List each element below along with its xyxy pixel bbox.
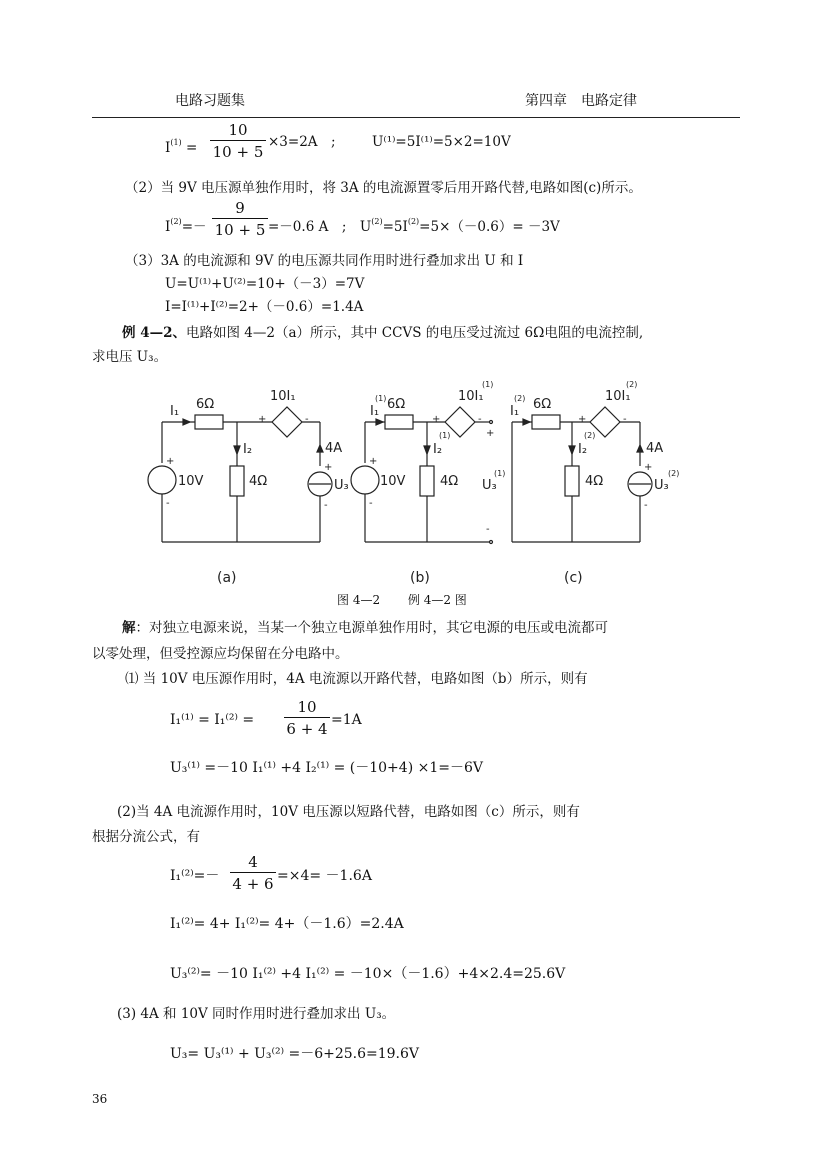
a-ccvs: 10I₁ — [270, 389, 296, 404]
step-2a: (2)当 4A 电流源作用时，10V 电压源以短路代替，电路如图（c）所示，则有 — [117, 804, 580, 820]
svg-text:-: - — [478, 414, 482, 425]
svg-text:+: + — [486, 428, 495, 439]
c-i1: I₁ — [510, 404, 520, 419]
eq-i1-after: ×3=2A ; — [268, 134, 336, 150]
solution-line1: 解：对独立电源来说，当某一个独立电源单独作用时，其它电源的电压或电流都可 — [122, 620, 608, 636]
b-i2: I₂ — [433, 442, 443, 457]
header-right: 第四章 电路定律 — [525, 93, 637, 109]
eq-i2-after: =－0.6 A ; $U^{(2)}=5I^{(2)}=5\times(-0.6)= -3V$ — [268, 217, 560, 235]
a-caption: (a) — [217, 570, 237, 586]
svg-text:+: + — [258, 414, 267, 425]
c-ccvs: 10I₁ — [605, 389, 631, 404]
eq-u1: U⁽¹⁾=5I⁽¹⁾=5×2=10V — [372, 134, 511, 150]
svg-text:-: - — [324, 500, 328, 511]
a-i2: I₂ — [243, 442, 253, 457]
c-ccvs-sup: (2) — [626, 380, 638, 389]
circuit-b — [351, 407, 493, 544]
step-3: (3) 4A 和 10V 同时作用时进行叠加求出 U₃。 — [117, 1006, 396, 1022]
c-r2: 4Ω — [585, 474, 604, 489]
eq2: U₃⁽¹⁾ =－10 I₁⁽¹⁾ +4 I₂⁽¹⁾ = (－10+4) ×1=－6V — [170, 760, 483, 776]
b-i1: I₁ — [370, 404, 380, 419]
svg-text:-: - — [486, 524, 490, 535]
header-rule — [92, 117, 740, 118]
circuit-figure — [0, 370, 825, 610]
c-r1: 6Ω — [533, 397, 552, 412]
svg-text:+: + — [644, 462, 653, 473]
c-i2: I₂ — [578, 442, 588, 457]
page-number: 36 — [92, 1092, 108, 1106]
svg-text:+: + — [369, 456, 378, 467]
eq-i2-lhs: $I^{(2)}=-$ — [165, 217, 207, 235]
step-1: ⑴ 当 10V 电压源作用时，4A 电流源以开路代替，电路如图（b）所示，则有 — [125, 671, 588, 687]
paragraph-3-line2: I=I⁽¹⁾+I⁽²⁾=2+（－0.6）=1.4A — [165, 299, 364, 315]
eq6: U₃= U₃⁽¹⁾ + U₃⁽²⁾ =－6+25.6=19.6V — [170, 1046, 420, 1062]
eq5: U₃⁽²⁾= －10 I₁⁽²⁾ +4 I₁⁽²⁾ = －10×（－1.6）+4×2.4=25.6V — [170, 966, 566, 982]
circuit-c — [512, 407, 652, 542]
eq-i1-lhs: $I^{(1)}$ = — [165, 138, 198, 156]
eq1-fraction: 10 6 + 4 — [284, 698, 330, 738]
svg-text:+: + — [166, 456, 175, 467]
eq3-after: =×4= －1.6A — [277, 868, 372, 884]
example-heading: 例 4—2、电路如图 4—2（a）所示，其中 CCVS 的电压受过流过 6Ω电阻的电流控制, — [122, 325, 644, 341]
a-u: U₃ — [334, 478, 349, 493]
c-caption: (c) — [564, 570, 583, 586]
svg-text:+: + — [432, 414, 441, 425]
c-i1-sup: (2) — [514, 394, 526, 403]
c-u-sup: (2) — [668, 469, 680, 478]
solution-label: 解 — [122, 620, 136, 636]
step-2b: 根据分流公式，有 — [92, 829, 200, 845]
b-ccvs: 10I₁ — [458, 389, 484, 404]
b-caption: (b) — [410, 570, 430, 586]
b-ccvs-sup: (1) — [482, 380, 494, 389]
a-i1: I₁ — [170, 404, 180, 419]
circuit-a — [148, 407, 332, 542]
svg-text:-: - — [305, 414, 309, 425]
b-r1: 6Ω — [387, 397, 406, 412]
svg-text:+: + — [578, 414, 587, 425]
b-i2-sup: (1) — [439, 431, 451, 440]
eq-i2-fraction: 9 10 + 5 — [212, 199, 268, 239]
eq1-after: =1A — [331, 712, 362, 728]
paragraph-3-line1: U=U⁽¹⁾+U⁽²⁾=10+（－3）=7V — [165, 276, 365, 292]
eq1-lhs: I₁⁽¹⁾ = I₁⁽²⁾ = — [170, 712, 255, 728]
a-vs: 10V — [178, 474, 204, 489]
svg-text:-: - — [369, 498, 373, 509]
svg-text:-: - — [623, 414, 627, 425]
svg-text:-: - — [166, 498, 170, 509]
paragraph-3: （3）3A 的电流源和 9V 的电压源共同作用时进行叠加求出 U 和 I — [125, 253, 524, 269]
header-left: 电路习题集 — [175, 93, 245, 109]
b-u-sup: (1) — [494, 469, 506, 478]
example-label: 例 4—2、 — [122, 325, 186, 341]
b-u: U₃ — [482, 478, 497, 493]
b-i1-sup: (1) — [375, 394, 387, 403]
b-vs: 10V — [380, 474, 406, 489]
paragraph-2: （2）当 9V 电压源单独作用时，将 3A 的电流源置零后用开路代替,电路如图(c)所示。 — [125, 180, 642, 196]
eq3-lhs: I₁⁽²⁾=－ — [170, 868, 220, 884]
eq3-fraction: 4 4 + 6 — [230, 853, 276, 893]
b-r2: 4Ω — [440, 474, 459, 489]
c-u: U₃ — [654, 478, 669, 493]
eq4: I₁⁽²⁾= 4+ I₁⁽²⁾= 4+（－1.6）=2.4A — [170, 916, 404, 932]
figure-caption: 图 4—2 例 4—2 图 — [337, 593, 467, 607]
eq-i1-fraction: 10 10 + 5 — [210, 121, 266, 161]
a-r2: 4Ω — [249, 474, 268, 489]
svg-text:-: - — [644, 500, 648, 511]
a-cs: 4A — [325, 441, 343, 456]
solution-line2: 以零处理，但受控源应均保留在分电路中。 — [92, 646, 349, 662]
svg-text:+: + — [324, 462, 333, 473]
a-r1: 6Ω — [196, 397, 215, 412]
example-line2: 求电压 U₃。 — [92, 349, 168, 365]
c-i2-sup: (2) — [584, 431, 596, 440]
c-cs: 4A — [646, 441, 664, 456]
